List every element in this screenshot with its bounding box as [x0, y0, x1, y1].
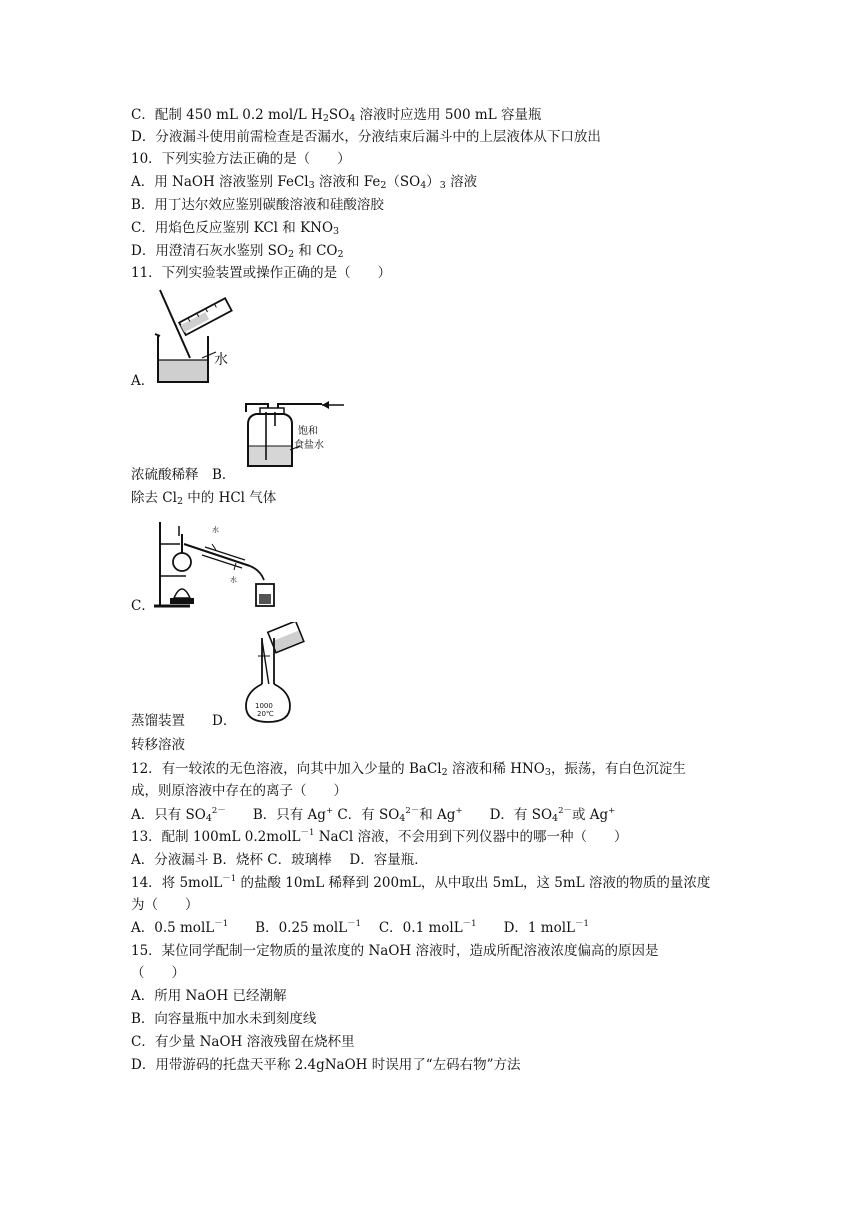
- figure-c-water-out: 水: [230, 576, 237, 584]
- q15-stem-paren: （ ）: [131, 965, 185, 981]
- q9-option-d: D．分液漏斗使用前需检查是否漏水，分液结束后漏斗中的上层液体从下口放出: [131, 129, 601, 145]
- q10-option-b: B．用丁达尔效应鉴别碳酸溶液和硅酸溶胶: [131, 197, 384, 213]
- figure-b-label-line2: 食盐水: [294, 440, 324, 451]
- q11-option-c-caption-d-label: 蒸馏装置 D．: [131, 713, 237, 729]
- q10-stem: 10．下列实验方法正确的是（ ）: [131, 151, 351, 167]
- q15-option-a: A．所用 NaOH 已经潮解: [131, 988, 287, 1004]
- q11-option-d-caption: 转移溶液: [131, 737, 185, 753]
- figure-d-transfer-solution: [240, 622, 310, 724]
- q11-option-a-caption-b-label: 浓硫酸稀释 B．: [131, 467, 236, 483]
- q14-stem-line1: 14．将 5molL$^{-1}$ 的盐酸 10mL 稀释到 200mL，从中取出 5mL，这 5mL 溶液的物质的量浓度: [131, 874, 711, 891]
- q15-option-b: B．向容量瓶中加水未到刻度线: [131, 1011, 317, 1027]
- q15-option-c: C．有少量 NaOH 溶液残留在烧杯里: [131, 1034, 355, 1050]
- figure-c-distillation: [150, 514, 280, 614]
- q11-stem: 11．下列实验装置或操作正确的是（ ）: [131, 265, 392, 281]
- q14-stem-line2: 为（ ）: [131, 897, 199, 913]
- q12-options: A．只有 $SO_4^{2-}$ B．只有 Ag+ C．有 $SO_4^{2-}$和 Ag+ D．有 $SO_4^{2-}$或 Ag+: [131, 806, 616, 824]
- figure-d-label-temp: 20℃: [257, 710, 274, 718]
- q13-stem: 13．配制 100mL 0.2molL$^{-1}$ NaCl 溶液，不会用到下列仪器中的哪一种（ ）: [131, 828, 628, 845]
- q11-option-a-label: A．: [131, 373, 155, 389]
- figure-a-dilution: [150, 288, 240, 388]
- q14-options: A．0.5 molL$^{-1}$ B．0.25 molL$^{-1}$ C．0.1 molL$^{-1}$ D．1 molL$^{-1}$: [131, 919, 589, 936]
- q11-option-b-caption: 除去 $Cl_2$ 中的 HCl 气体: [131, 490, 277, 507]
- q12-stem-line1: 12．有一较浓的无色溶液，向其中加入少量的 BaCl$_2$ 溶液和稀 $HNO_3$，振荡，有白色沉淀生: [131, 761, 686, 778]
- q13-options: A．分液漏斗 B．烧杯 C．玻璃棒 D．容量瓶．: [131, 852, 428, 868]
- figure-b-gas-washing-bottle: [238, 398, 348, 470]
- figure-d-label-volume: 1000: [255, 702, 273, 710]
- q10-option-a: A．用 NaOH 溶液鉴别 FeCl$_3$ 溶液和 $Fe_2(SO_4)_3$ 溶液: [131, 174, 478, 191]
- q10-option-d: D．用澄清石灰水鉴别 $SO_2$ 和 $CO_2$: [131, 243, 344, 260]
- figure-b-label-line1: 饱和: [298, 426, 318, 437]
- q12-stem-line2: 成，则原溶液中存在的离子（ ）: [131, 783, 347, 799]
- q10-option-c: C．用焰色反应鉴别 KCl 和 $KNO_3$: [131, 220, 340, 237]
- q9-option-c: C．配制 450 mL 0.2 mol/L $H_2SO_4$ 溶液时应选用 500 mL 容量瓶: [131, 107, 542, 124]
- q15-option-d: D．用带游码的托盘天平称 2.4gNaOH 时误用了“左码右物”方法: [131, 1057, 521, 1073]
- q11-option-c-label: C．: [131, 598, 155, 614]
- figure-a-label: 水: [214, 352, 228, 368]
- q15-stem: 15．某位同学配制一定物质的量浓度的 NaOH 溶液时，造成所配溶液浓度偏高的原因是: [131, 943, 659, 959]
- figure-c-water-in: 水: [212, 526, 219, 534]
